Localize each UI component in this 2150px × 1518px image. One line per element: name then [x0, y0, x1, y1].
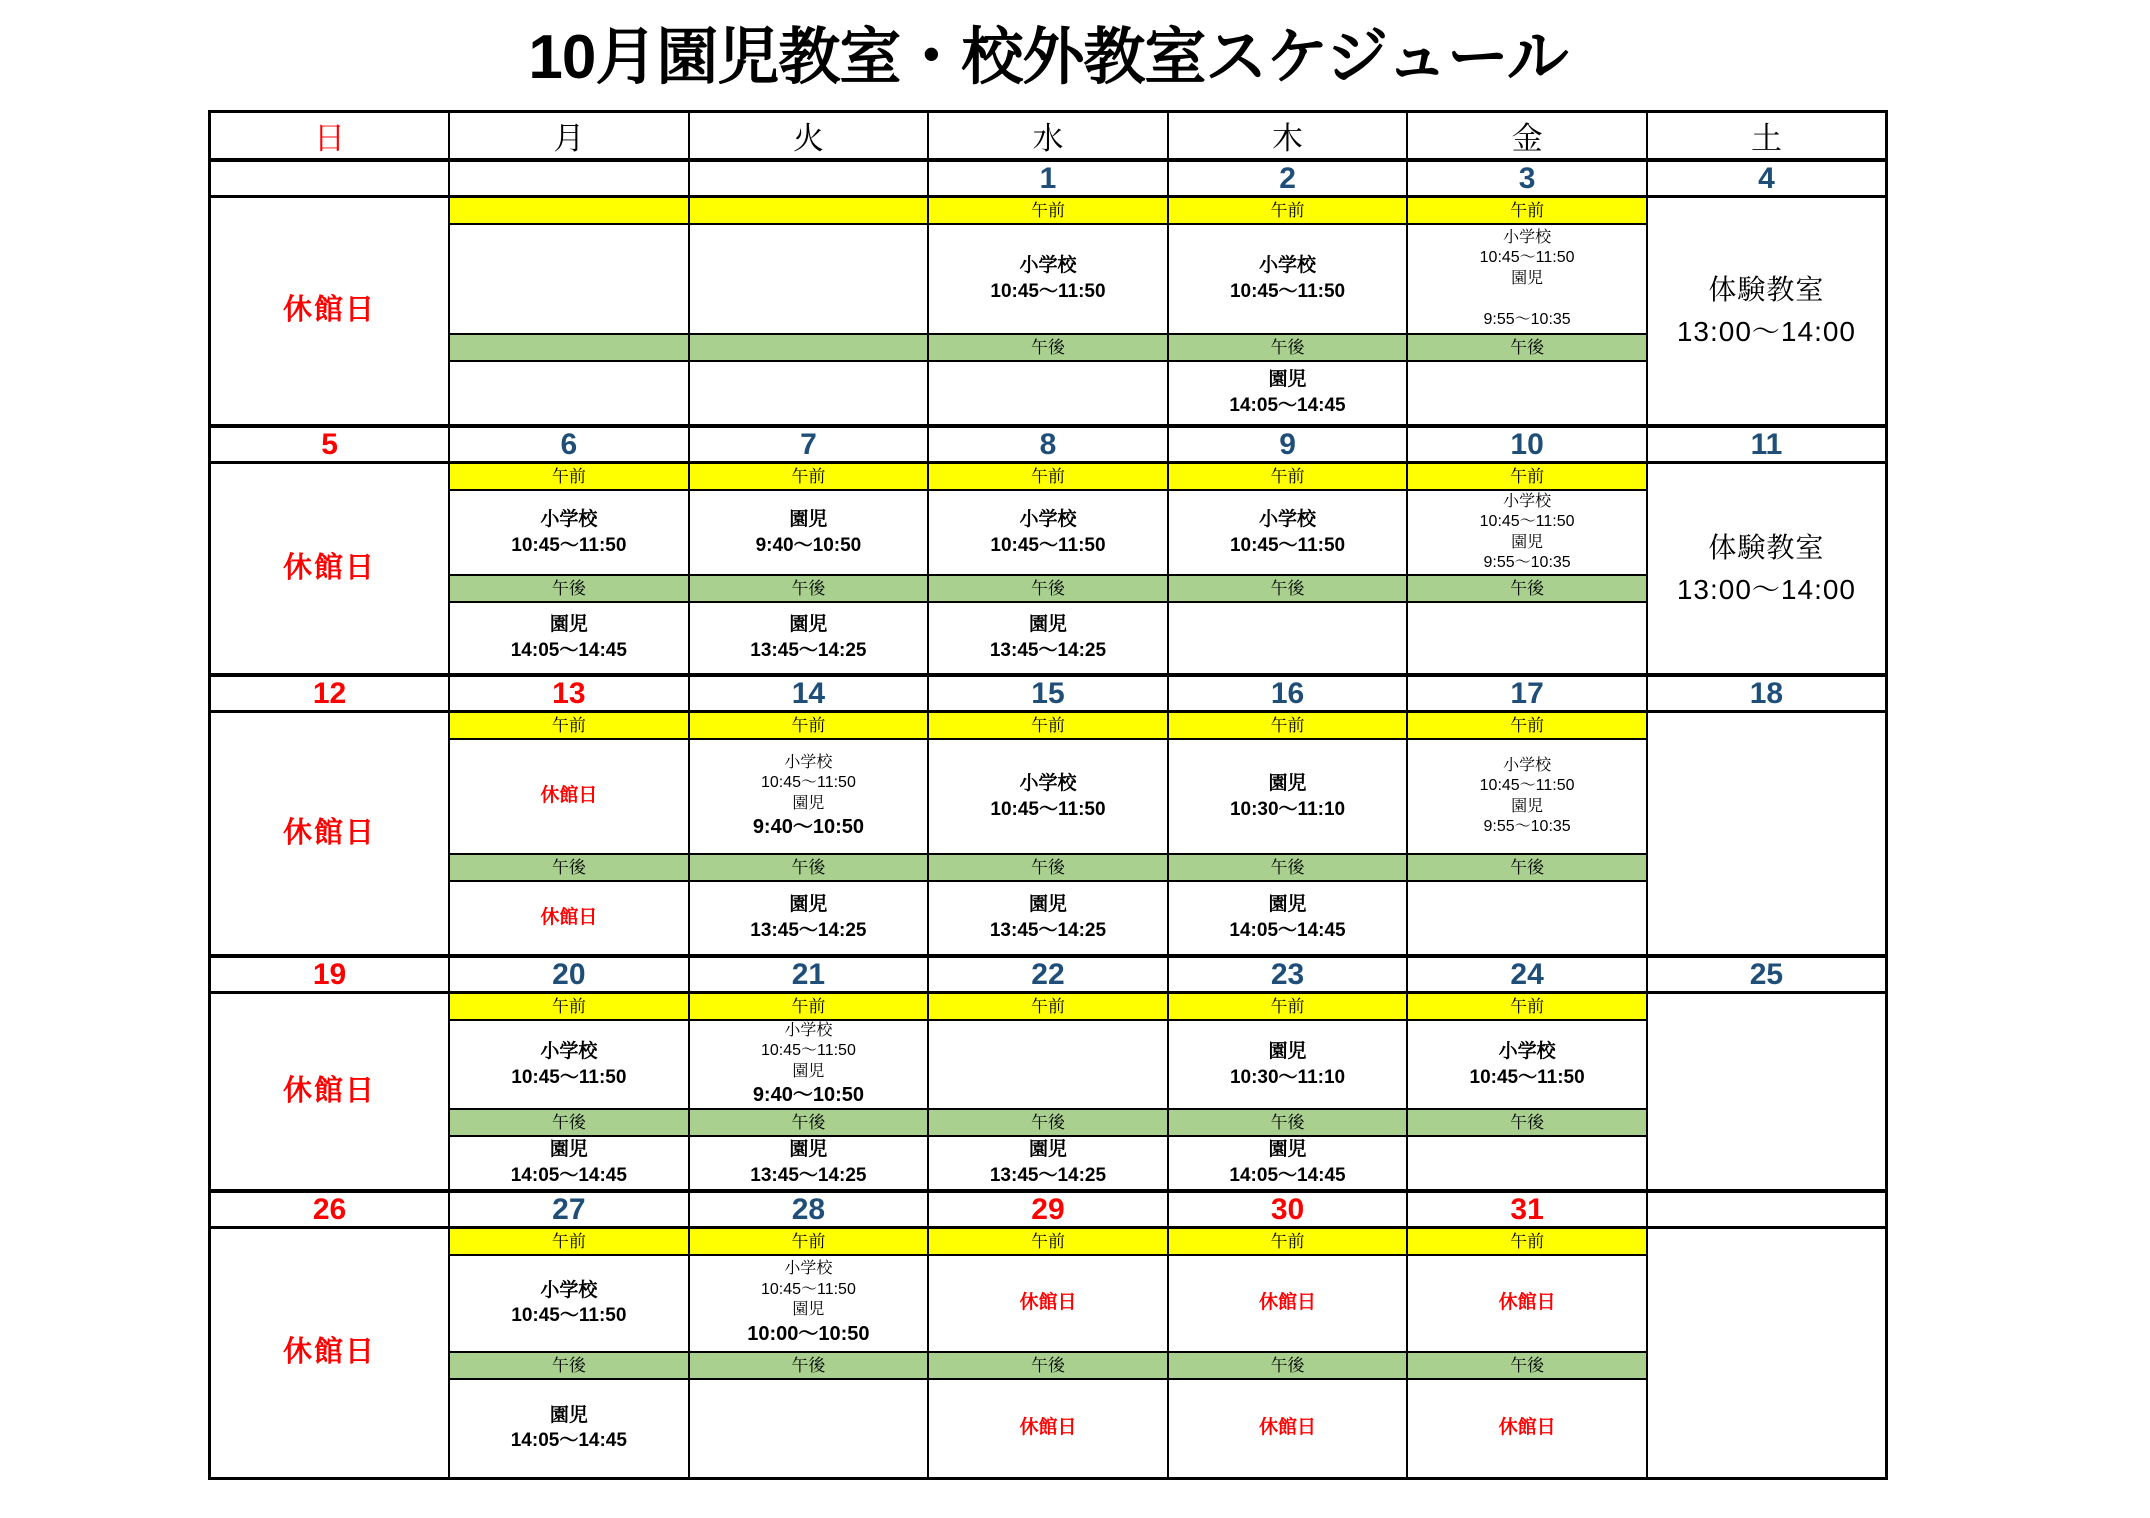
date-cell: 30 [1168, 1191, 1408, 1228]
date-cell: 26 [210, 1191, 450, 1228]
date-cell: 24 [1407, 956, 1647, 993]
date-cell: 15 [928, 675, 1168, 712]
schedule-line: 園児 [792, 1062, 825, 1080]
schedule-line: 10:45～11:50 [511, 1305, 627, 1327]
week-2-date-row [210, 426, 1887, 463]
afternoon-cell [689, 1136, 929, 1190]
afternoon-cell [1168, 602, 1408, 675]
schedule-line: 休館日 [1498, 1417, 1556, 1439]
schedule-line: 休館日 [283, 1074, 377, 1107]
schedule-line: 10:45～11:50 [1229, 281, 1346, 302]
schedule-line: 園児 [1511, 533, 1544, 551]
schedule-line: 10:45～11:50 [990, 798, 1106, 820]
am-bar: 午前 [1407, 1227, 1647, 1255]
afternoon-cell [1407, 1379, 1647, 1479]
pm-bar: 午後 [1407, 334, 1647, 361]
pm-bar: 午後 [928, 334, 1168, 361]
pm-bar: 午後 [928, 854, 1168, 881]
week-5-pm-bar-row [210, 1352, 1887, 1379]
am-bar: 午前 [1407, 197, 1647, 225]
am-bar: 午前 [1407, 993, 1647, 1021]
week-4-morning-row [210, 1020, 1887, 1109]
schedule-line: 10:45～11:50 [511, 1066, 627, 1088]
schedule-line: 園児 [1028, 894, 1067, 916]
schedule-line: 小学校 [1503, 228, 1552, 246]
morning-cell [1407, 224, 1647, 334]
week-1-afternoon-row [210, 361, 1887, 426]
morning-cell [1407, 1020, 1647, 1109]
date-cell: 17 [1407, 675, 1647, 712]
am-bar: 午前 [928, 712, 1168, 740]
pm-bar: 午後 [689, 575, 929, 602]
weekday-header-thu: 木 [1168, 112, 1408, 161]
afternoon-cell [449, 361, 689, 426]
schedule-line: 13:45～14:25 [750, 920, 867, 941]
calendar-table [208, 110, 1888, 1480]
afternoon-cell [1407, 881, 1647, 956]
schedule-line: 小学校 [1259, 508, 1317, 530]
afternoon-cell [1407, 361, 1647, 426]
afternoon-cell [449, 1136, 689, 1190]
saturday-cell [1647, 712, 1887, 957]
schedule-line: 14:05～14:45 [510, 1430, 627, 1452]
afternoon-cell [689, 602, 929, 675]
afternoon-cell [1168, 1379, 1408, 1479]
schedule-line: 10:45～11:50 [1479, 777, 1575, 795]
pm-bar: 午後 [1168, 575, 1408, 602]
schedule-line: 園児 [789, 894, 828, 916]
schedule-line: 休館日 [283, 551, 377, 584]
page-title: 10月園児教室・校外教室スケジュール [528, 23, 1568, 92]
morning-cell [689, 1020, 929, 1109]
schedule-line: 10:45～11:50 [511, 534, 627, 556]
date-cell: 22 [928, 956, 1168, 993]
schedule-line: 9:55～10:35 [1483, 817, 1571, 835]
schedule-line: 9:55～10:35 [1483, 310, 1571, 328]
schedule-line: 13:45～14:25 [989, 640, 1107, 661]
afternoon-cell [449, 881, 689, 956]
date-cell: 31 [1407, 1191, 1647, 1228]
schedule-line: 小学校 [1019, 508, 1077, 530]
am-bar: 午前 [689, 712, 929, 740]
date-cell: 25 [1647, 956, 1887, 993]
morning-cell [449, 224, 689, 334]
schedule-line: 体験教室 [1708, 274, 1825, 305]
date-cell: 7 [689, 426, 929, 463]
morning-cell [1407, 739, 1647, 854]
pm-bar [689, 334, 929, 361]
schedule-line: 9:40～10:50 [752, 1084, 864, 1107]
schedule-line: 10:45～11:50 [1479, 513, 1575, 531]
sunday-closed-cell [210, 463, 450, 676]
schedule-line: 休館日 [283, 294, 377, 327]
schedule-line: 園児 [549, 614, 588, 636]
saturday-cell [1647, 993, 1887, 1191]
schedule-line: 園児 [1028, 614, 1067, 636]
date-cell: 4 [1647, 160, 1887, 197]
schedule-line: 園児 [792, 794, 825, 812]
schedule-line: 園児 [1268, 772, 1307, 794]
schedule-line: 園児 [549, 1139, 588, 1161]
schedule-line: 10:45～11:50 [990, 534, 1106, 556]
schedule-line: 休館日 [1259, 1417, 1317, 1439]
date-cell: 14 [689, 675, 929, 712]
schedule-line: 小学校 [540, 508, 598, 530]
schedule-line: 小学校 [540, 1279, 598, 1301]
am-bar: 午前 [449, 463, 689, 491]
morning-cell [1168, 1020, 1408, 1109]
schedule-line: 小学校 [540, 1041, 598, 1063]
week-3-am-bar-row [210, 712, 1887, 740]
pm-bar: 午後 [928, 1352, 1168, 1379]
schedule-line: 14:05～14:45 [510, 1165, 627, 1187]
week-2-am-bar-row [210, 463, 1887, 491]
weekday-header-wed: 水 [928, 112, 1168, 161]
date-cell: 3 [1407, 160, 1647, 197]
pm-bar: 午後 [689, 1352, 929, 1379]
morning-cell [449, 739, 689, 854]
schedule-line: 9:40～10:50 [752, 816, 864, 839]
afternoon-cell [689, 1379, 929, 1479]
schedule-line: 10:45～11:50 [760, 1280, 856, 1298]
am-bar: 午前 [1168, 993, 1408, 1021]
schedule-line: 10:45～11:50 [1229, 534, 1346, 556]
schedule-line: 13:00～14:00 [1676, 573, 1856, 605]
afternoon-cell [928, 1379, 1168, 1479]
date-cell: 10 [1407, 426, 1647, 463]
schedule-line: 休館日 [1498, 1291, 1556, 1313]
date-cell [210, 160, 450, 197]
date-cell: 28 [689, 1191, 929, 1228]
afternoon-cell [1168, 1136, 1408, 1190]
schedule-line: 14:05～14:45 [510, 640, 627, 661]
weekday-header-tue: 火 [689, 112, 929, 161]
saturday-cell [1647, 197, 1887, 427]
date-cell: 13 [449, 675, 689, 712]
schedule-line: 園児 [1028, 1139, 1067, 1161]
week-4-afternoon-row [210, 1136, 1887, 1190]
schedule-line: 小学校 [1503, 492, 1552, 510]
schedule-line: 13:45～14:25 [750, 1165, 867, 1187]
date-cell: 29 [928, 1191, 1168, 1228]
week-4-am-bar-row [210, 993, 1887, 1021]
schedule-line: 休館日 [540, 906, 598, 928]
week-3-afternoon-row [210, 881, 1887, 956]
am-bar: 午前 [1168, 712, 1408, 740]
am-bar: 午前 [449, 993, 689, 1021]
afternoon-cell [449, 602, 689, 675]
week-2-morning-row [210, 490, 1887, 575]
week-4-date-row [210, 956, 1887, 993]
morning-cell [1407, 490, 1647, 575]
afternoon-cell [449, 1379, 689, 1479]
morning-cell [928, 490, 1168, 575]
pm-bar: 午後 [928, 575, 1168, 602]
schedule-line: 園児 [792, 1301, 825, 1319]
date-cell: 16 [1168, 675, 1408, 712]
saturday-cell [1647, 463, 1887, 676]
schedule-line: 園児 [789, 614, 828, 636]
date-cell: 1 [928, 160, 1168, 197]
am-bar: 午前 [1168, 463, 1408, 491]
schedule-line: 園児 [1268, 894, 1307, 916]
week-3-morning-row [210, 739, 1887, 854]
pm-bar: 午後 [449, 575, 689, 602]
sunday-closed-cell [210, 712, 450, 957]
schedule-line: 休館日 [1019, 1417, 1077, 1439]
afternoon-cell [1168, 881, 1408, 956]
saturday-cell [1647, 1227, 1887, 1479]
am-bar: 午前 [928, 1227, 1168, 1255]
sunday-closed-cell [210, 993, 450, 1191]
weekday-header-sun: 日 [210, 112, 450, 161]
date-cell: 21 [689, 956, 929, 993]
date-cell: 11 [1647, 426, 1887, 463]
morning-cell [928, 739, 1168, 854]
afternoon-cell [689, 881, 929, 956]
schedule-line [1408, 289, 1646, 309]
schedule-line: 小学校 [784, 1022, 833, 1039]
schedule-line: 小学校 [784, 753, 833, 771]
schedule-line: 休館日 [540, 785, 598, 807]
am-bar [689, 197, 929, 225]
date-cell: 9 [1168, 426, 1408, 463]
schedule-line: 小学校 [784, 1260, 833, 1278]
date-cell: 23 [1168, 956, 1408, 993]
schedule-line: 13:45～14:25 [989, 920, 1107, 941]
afternoon-cell [928, 881, 1168, 956]
am-bar: 午前 [689, 993, 929, 1021]
pm-bar: 午後 [1407, 1352, 1647, 1379]
morning-cell [1168, 739, 1408, 854]
schedule-line: 10:30～11:10 [1229, 1066, 1346, 1088]
schedule-line: 9:40～10:50 [755, 534, 862, 556]
morning-cell [1168, 490, 1408, 575]
afternoon-cell [928, 1136, 1168, 1190]
morning-cell [928, 1020, 1168, 1109]
afternoon-cell [689, 361, 929, 426]
schedule-line: 10:30～11:10 [1229, 798, 1346, 820]
morning-cell [449, 1020, 689, 1109]
schedule-line: 園児 [549, 1404, 588, 1426]
morning-cell [689, 490, 929, 575]
schedule-line: 14:05～14:45 [1229, 920, 1346, 941]
week-1-date-row [210, 160, 1887, 197]
afternoon-cell [1407, 602, 1647, 675]
week-2-afternoon-row [210, 602, 1887, 675]
am-bar [449, 197, 689, 225]
schedule-line: 園児 [1268, 1139, 1307, 1161]
am-bar: 午前 [449, 1227, 689, 1255]
week-1-pm-bar-row [210, 334, 1887, 361]
date-cell [689, 160, 929, 197]
date-cell [1647, 1191, 1887, 1228]
sunday-closed-cell [210, 1227, 450, 1479]
schedule-line: 園児 [1268, 1041, 1307, 1063]
sunday-closed-cell [210, 197, 450, 427]
am-bar: 午前 [689, 1227, 929, 1255]
morning-cell [449, 490, 689, 575]
am-bar: 午前 [1168, 1227, 1408, 1255]
date-cell: 5 [210, 426, 450, 463]
schedule-line: 休館日 [283, 816, 377, 849]
week-5-afternoon-row [210, 1379, 1887, 1479]
calendar-body [210, 160, 1887, 1479]
week-4-pm-bar-row [210, 1109, 1887, 1136]
schedule-line: 10:45～11:50 [1469, 1066, 1585, 1088]
schedule-line: 10:45～11:50 [760, 1042, 856, 1060]
schedule-line: 園児 [1268, 369, 1307, 391]
schedule-line: 13:45～14:25 [750, 640, 867, 661]
pm-bar: 午後 [1407, 575, 1647, 602]
pm-bar: 午後 [1168, 1352, 1408, 1379]
week-3-pm-bar-row [210, 854, 1887, 881]
morning-cell [449, 1255, 689, 1352]
afternoon-cell [1407, 1136, 1647, 1190]
pm-bar: 午後 [689, 854, 929, 881]
morning-cell [928, 1255, 1168, 1352]
week-1-am-bar-row [210, 197, 1887, 225]
schedule-line: 10:45～11:50 [760, 774, 856, 792]
pm-bar: 午後 [449, 1109, 689, 1136]
pm-bar: 午後 [449, 854, 689, 881]
schedule-line: 10:00～10:50 [747, 1322, 870, 1345]
pm-bar: 午後 [1168, 854, 1408, 881]
date-cell: 2 [1168, 160, 1408, 197]
schedule-line: 小学校 [1503, 756, 1552, 774]
pm-bar: 午後 [449, 1352, 689, 1379]
week-5-date-row [210, 1191, 1887, 1228]
date-cell: 6 [449, 426, 689, 463]
schedule-line: 小学校 [1019, 772, 1077, 794]
morning-cell [1168, 224, 1408, 334]
afternoon-cell [928, 602, 1168, 675]
week-5-am-bar-row [210, 1227, 1887, 1255]
schedule-line: 小学校 [1498, 1041, 1556, 1063]
weekday-header-mon: 月 [449, 112, 689, 161]
am-bar: 午前 [1407, 463, 1647, 491]
week-2-pm-bar-row [210, 575, 1887, 602]
date-cell: 27 [449, 1191, 689, 1228]
schedule-line: 休館日 [283, 1336, 377, 1369]
schedule-line: 9:55～10:35 [1483, 553, 1571, 571]
schedule-line: 休館日 [1019, 1291, 1077, 1313]
am-bar: 午前 [928, 197, 1168, 225]
date-cell: 19 [210, 956, 450, 993]
date-cell: 8 [928, 426, 1168, 463]
schedule-line: 小学校 [1259, 255, 1317, 277]
week-1-morning-row [210, 224, 1887, 334]
pm-bar [449, 334, 689, 361]
schedule-line: 体験教室 [1708, 531, 1825, 563]
week-5-morning-row [210, 1255, 1887, 1352]
afternoon-cell [1168, 361, 1408, 426]
morning-cell [689, 1255, 929, 1352]
am-bar: 午前 [1168, 197, 1408, 225]
date-cell [449, 160, 689, 197]
afternoon-cell [928, 361, 1168, 426]
morning-cell [1168, 1255, 1408, 1352]
am-bar: 午前 [449, 712, 689, 740]
am-bar: 午前 [689, 463, 929, 491]
date-cell: 18 [1647, 675, 1887, 712]
schedule-line: 園児 [1511, 797, 1544, 815]
am-bar: 午前 [928, 993, 1168, 1021]
morning-cell [928, 224, 1168, 334]
pm-bar: 午後 [1168, 1109, 1408, 1136]
am-bar: 午前 [1407, 712, 1647, 740]
pm-bar: 午後 [689, 1109, 929, 1136]
pm-bar: 午後 [1168, 334, 1408, 361]
schedule-line: 休館日 [1259, 1291, 1317, 1313]
schedule-line: 園児 [1511, 269, 1544, 287]
week-3-date-row [210, 675, 1887, 712]
morning-cell [1407, 1255, 1647, 1352]
schedule-line: 14:05～14:45 [1229, 1165, 1346, 1187]
am-bar: 午前 [928, 463, 1168, 491]
schedule-line: 10:45～11:50 [1479, 249, 1575, 267]
weekday-header-fri: 金 [1407, 112, 1647, 161]
pm-bar: 午後 [928, 1109, 1168, 1136]
weekday-header-row [210, 112, 1887, 161]
date-cell: 12 [210, 675, 450, 712]
weekday-header-sat: 土 [1647, 112, 1887, 161]
schedule-line: 小学校 [1019, 255, 1077, 277]
morning-cell [689, 739, 929, 854]
morning-cell [689, 224, 929, 334]
schedule-line: 13:00～14:00 [1676, 316, 1856, 347]
schedule-line: 14:05～14:45 [1229, 395, 1346, 416]
schedule-line: 園児 [789, 508, 828, 530]
date-cell: 20 [449, 956, 689, 993]
schedule-line: 園児 [789, 1139, 828, 1161]
schedule-line: 10:45～11:50 [990, 281, 1106, 302]
pm-bar: 午後 [1407, 1109, 1647, 1136]
schedule-line: 13:45～14:25 [989, 1165, 1107, 1187]
pm-bar: 午後 [1407, 854, 1647, 881]
